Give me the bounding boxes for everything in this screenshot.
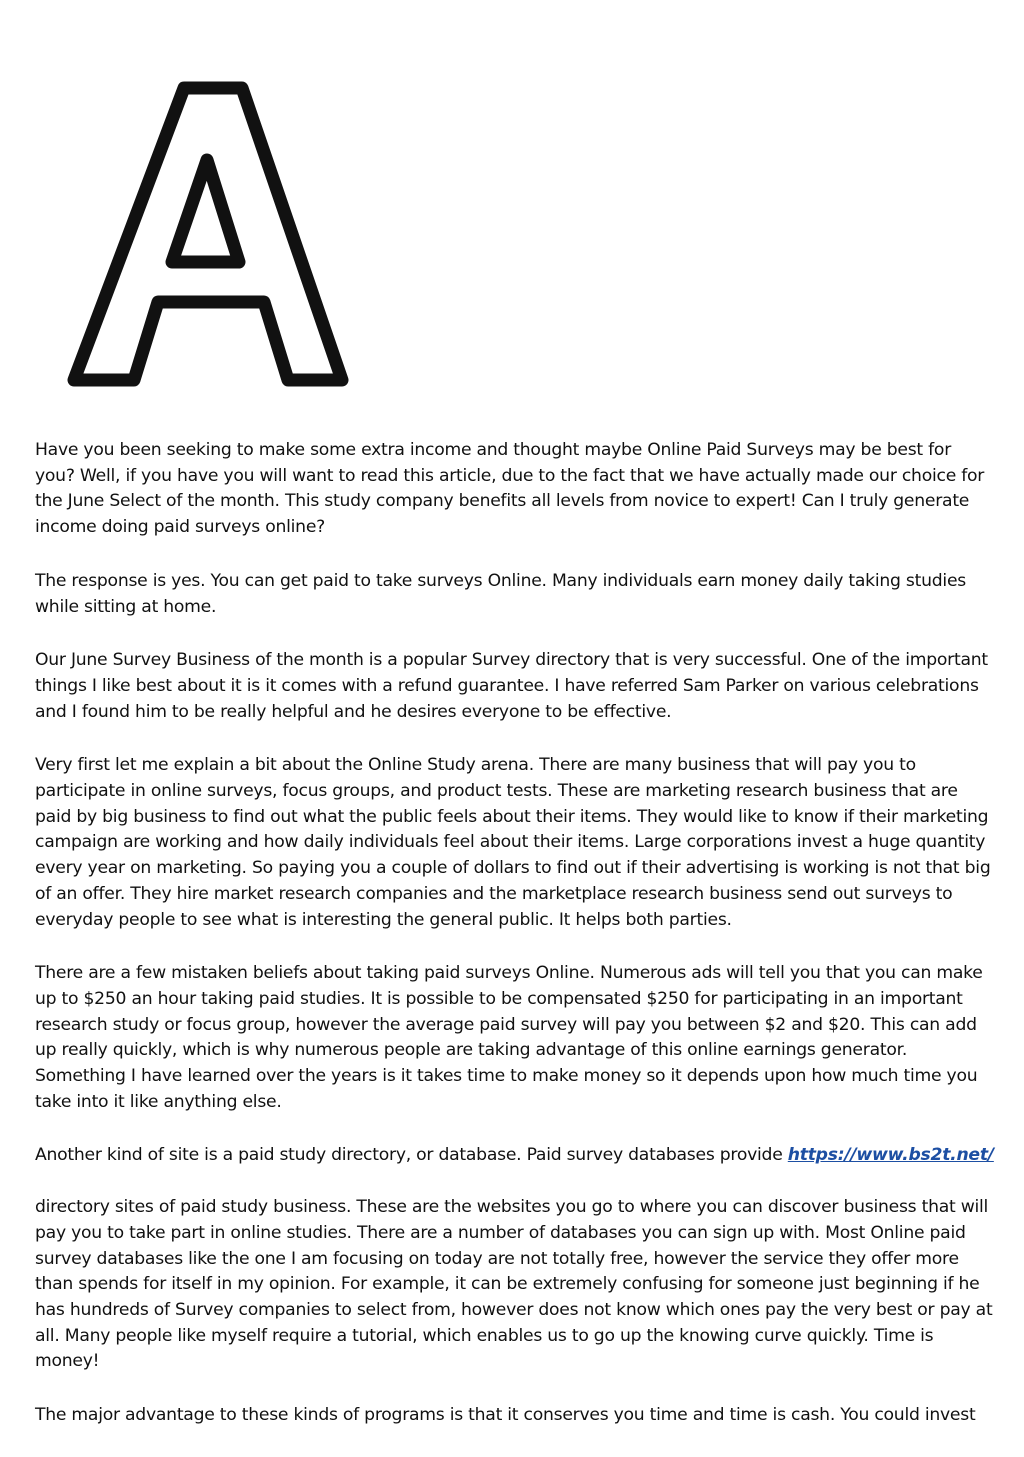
article-paragraph-5: There are a few mistaken beliefs about taking paid surveys Online. Numerous ads will tell you that you can make up to $250 an hour taking paid studies. It is possible to be compensated $250 for participating in an important research study or focus group, however the average paid survey will pay you between $2 and $20. This can add up really quickly, which is why numerous people are taking advantage of this online earnings generator. Something I have learned over the years is it takes time to make money so it depends upon how much time you take into it like anything else.	[35, 963, 983, 1112]
external-link[interactable]: https://www.bs2t.net/	[787, 1145, 994, 1166]
letter-a-outline-icon	[62, 76, 352, 392]
article-body	[35, 438, 995, 1457]
article-paragraph-6-text: Another kind of site is a paid study directory, or database. Paid survey databases provide	[35, 1145, 788, 1166]
article-paragraph-2: The response is yes. You can get paid to take surveys Online. Many individuals earn money daily taking studies while sitting at home.	[35, 570, 966, 617]
article-paragraph-1: Have you been seeking to make some extra income and thought maybe Online Paid Surveys may be best for you? Well, if you have you will want to read this article, due to the fact that we have actually made our choice for the June Select of the month. This study company benefits all levels from novice to expert! Can I truly generate income doing paid surveys online?	[35, 440, 985, 538]
article-paragraph-8: The major advantage to these kinds of programs is that it conserves you time and time is cash. You could invest	[35, 1405, 976, 1426]
article-paragraph-7: directory sites of paid study business. These are the websites you go to where you can discover business that will pay you to take part in online studies. There are a number of databases you can sign up with. Most Online paid survey databases like the one I am focusing on today are not totally free, however the service they offer more than spends for itself in my opinion. For example, it can be extremely confusing for someone just beginning if he has hundreds of Survey companies to select from, however does not know which ones pay the very best or pay at all. Many people like myself require a tutorial, which enables us to go up the knowing curve quickly. Time is money!	[35, 1197, 993, 1372]
article-paragraph-4: Very first let me explain a bit about the Online Study arena. There are many business that will pay you to participate in online surveys, focus groups, and product tests. These are marketing research business that are paid by big business to find out what the public feels about their items. They would like to know if their marketing campaign are working and how daily individuals feel about their items. Large corporations invest a huge quantity every year on marketing. So paying you a couple of dollars to find out if their advertising is working is not that big of an offer. They hire market research companies and the marketplace research business send out surveys to everyday people to see what is interesting the general public. It helps both parties.	[35, 755, 991, 930]
article-paragraph-6	[35, 1143, 995, 1169]
article-paragraph-3: Our June Survey Business of the month is a popular Survey directory that is very successful. One of the important things I like best about it is it comes with a refund guarantee. I have referred Sam Parker on various celebrations and I found him to be really helpful and he desires everyone to be effective.	[35, 650, 988, 722]
